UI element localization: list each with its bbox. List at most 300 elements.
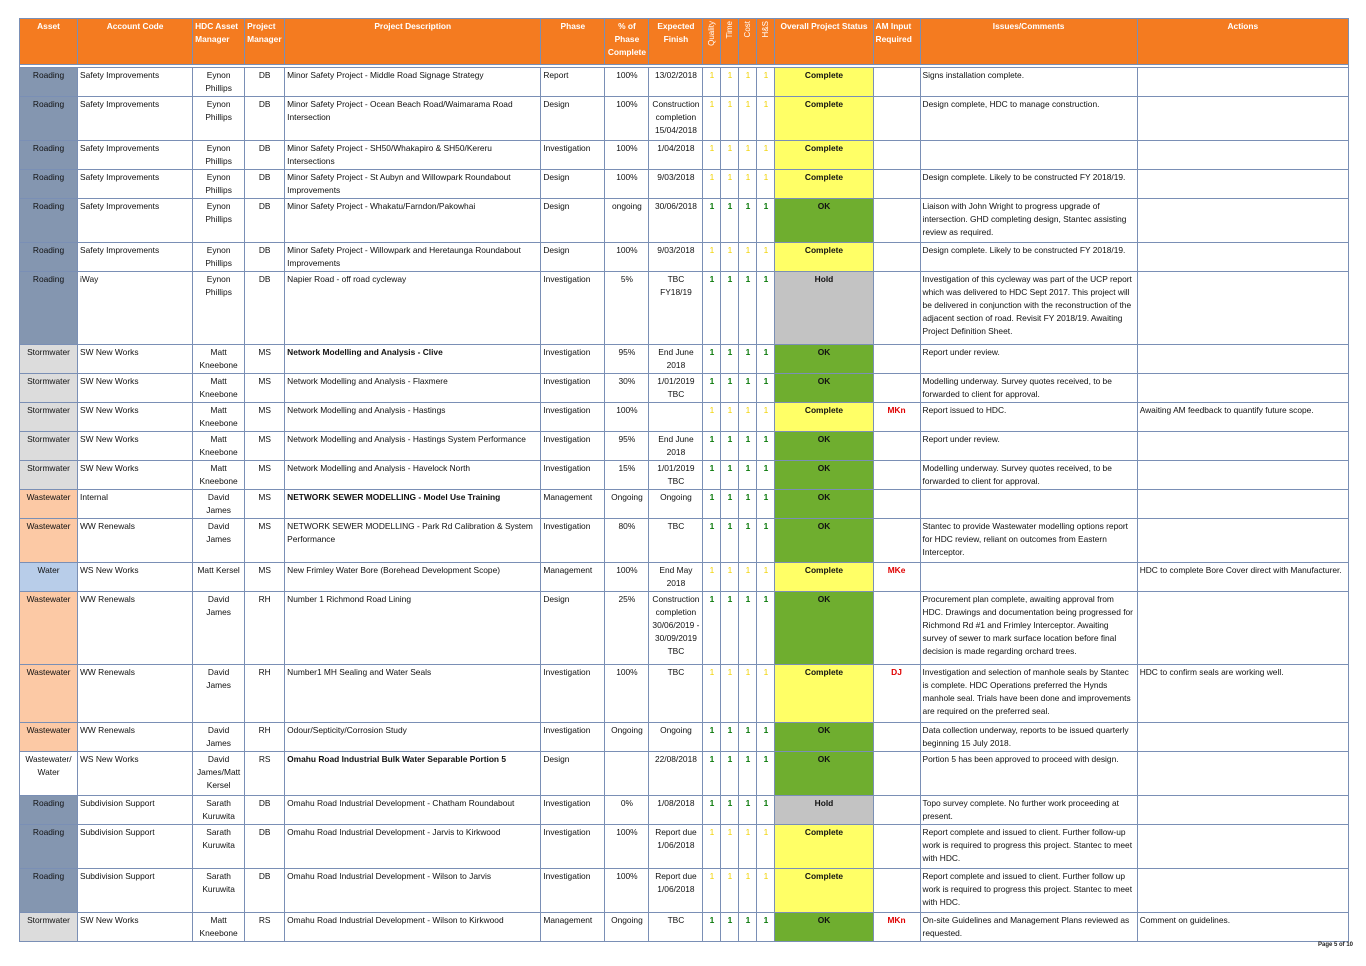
project-manager-cell: DB [245,243,285,272]
actions-cell [1137,170,1348,199]
pct-complete-cell: 0% [605,796,649,825]
hs-indicator: 1 [757,141,775,170]
actions-cell [1137,272,1348,345]
issues-cell: Topo survey complete. No further work proceeding at present. [920,796,1137,825]
project-manager-cell: DB [245,869,285,913]
quality-indicator: 1 [703,913,721,942]
hs-indicator: 1 [757,432,775,461]
time-indicator: 1 [721,170,739,199]
quality-indicator: 1 [703,97,721,141]
expected-finish-cell [649,403,703,432]
asset-cell: Roading [20,141,78,170]
time-indicator: 1 [721,432,739,461]
phase-cell: Investigation [541,461,605,490]
project-description-cell: NETWORK SEWER MODELLING - Model Use Training [285,490,541,519]
project-manager-cell: RH [245,592,285,665]
hdc-manager-cell: Eynon Phillips [193,141,245,170]
header-overall-status: Overall Project Status [775,19,873,65]
status-cell: OK [775,432,873,461]
expected-finish-cell: TBC [649,519,703,563]
phase-cell: Investigation [541,432,605,461]
table-row [20,345,1349,374]
status-cell: OK [775,913,873,942]
table-row [20,68,1349,97]
phase-cell: Investigation [541,519,605,563]
quality-indicator: 1 [703,519,721,563]
quality-indicator: 1 [703,825,721,869]
am-input-cell: MKn [873,403,920,432]
project-manager-cell: DB [245,141,285,170]
pct-complete-cell: Ongoing [605,723,649,752]
time-indicator: 1 [721,141,739,170]
am-input-cell [873,592,920,665]
hs-indicator: 1 [757,665,775,723]
asset-cell: Wastewater [20,592,78,665]
quality-indicator: 1 [703,403,721,432]
asset-cell: Stormwater [20,461,78,490]
cost-indicator: 1 [739,272,757,345]
hs-indicator: 1 [757,723,775,752]
expected-finish-cell: Ongoing [649,490,703,519]
issues-cell: Stantec to provide Wastewater modelling options report for HDC review, reliant on outcomes from Eastern Interceptor. [920,519,1137,563]
asset-cell: Wastewater [20,723,78,752]
project-manager-cell: DB [245,97,285,141]
pct-complete-cell: 30% [605,374,649,403]
expected-finish-cell: 30/06/2018 [649,199,703,243]
table-row [20,913,1349,942]
phase-cell: Investigation [541,796,605,825]
actions-cell [1137,97,1348,141]
project-description-cell: Network Modelling and Analysis - Clive [285,345,541,374]
issues-cell: Signs installation complete. [920,68,1137,97]
hdc-manager-cell: Matt Kneebone [193,432,245,461]
pct-complete-cell: 100% [605,563,649,592]
issues-cell: Modelling underway. Survey quotes received, to be forwarded to client for approval. [920,461,1137,490]
status-cell: OK [775,490,873,519]
pct-complete-cell: Ongoing [605,913,649,942]
table-row [20,519,1349,563]
expected-finish-cell: 1/08/2018 [649,796,703,825]
table-row [20,592,1349,665]
phase-cell: Investigation [541,665,605,723]
cost-indicator: 1 [739,243,757,272]
issues-cell [920,141,1137,170]
status-cell: OK [775,345,873,374]
status-cell: Complete [775,665,873,723]
asset-cell: Roading [20,68,78,97]
asset-cell: Roading [20,869,78,913]
phase-cell: Investigation [541,345,605,374]
am-input-cell [873,170,920,199]
hdc-manager-cell: Sarath Kuruwita [193,869,245,913]
project-manager-cell: DB [245,68,285,97]
hs-indicator: 1 [757,374,775,403]
pct-complete-cell: 100% [605,141,649,170]
expected-finish-cell: End May 2018 [649,563,703,592]
asset-cell: Wastewater [20,490,78,519]
project-manager-cell: RH [245,665,285,723]
actions-cell: Comment on guidelines. [1137,913,1348,942]
project-description-cell: Network Modelling and Analysis - Flaxmere [285,374,541,403]
expected-finish-cell: Ongoing [649,723,703,752]
hs-indicator: 1 [757,869,775,913]
header-hs: H&S [757,19,775,65]
pct-complete-cell: 95% [605,345,649,374]
cost-indicator: 1 [739,869,757,913]
project-description-cell: Network Modelling and Analysis - Hastings [285,403,541,432]
account-code-cell: Safety Improvements [78,199,193,243]
phase-cell: Investigation [541,272,605,345]
header-phase: Phase [541,19,605,65]
asset-cell: Stormwater [20,403,78,432]
actions-cell [1137,490,1348,519]
account-code-cell: WW Renewals [78,519,193,563]
project-manager-cell: MS [245,345,285,374]
asset-cell: Stormwater [20,374,78,403]
expected-finish-cell: Construction completion 15/04/2018 [649,97,703,141]
issues-cell: Design complete. Likely to be constructed FY 2018/19. [920,170,1137,199]
hdc-manager-cell: Eynon Phillips [193,272,245,345]
table-row [20,374,1349,403]
actions-cell [1137,199,1348,243]
header-asset: Asset [20,19,78,65]
actions-cell: HDC to confirm seals are working well. [1137,665,1348,723]
status-cell: Complete [775,243,873,272]
header-expected-finish: Expected Finish [649,19,703,65]
cost-indicator: 1 [739,796,757,825]
am-input-cell [873,461,920,490]
project-manager-cell: MS [245,461,285,490]
quality-indicator: 1 [703,432,721,461]
issues-cell: Modelling underway. Survey quotes received, to be forwarded to client for approval. [920,374,1137,403]
table-row [20,97,1349,141]
am-input-cell [873,432,920,461]
account-code-cell: Safety Improvements [78,141,193,170]
am-input-cell: DJ [873,665,920,723]
hs-indicator: 1 [757,170,775,199]
expected-finish-cell: TBC FY18/19 [649,272,703,345]
header-project-manager: Project Manager [245,19,285,65]
quality-indicator: 1 [703,592,721,665]
hs-indicator: 1 [757,97,775,141]
cost-indicator: 1 [739,403,757,432]
expected-finish-cell: TBC [649,665,703,723]
actions-cell [1137,141,1348,170]
account-code-cell: Safety Improvements [78,243,193,272]
cost-indicator: 1 [739,345,757,374]
issues-cell: Liaison with John Wright to progress upgrade of intersection. GHD completing design, Stantec assisting review as required. [920,199,1137,243]
table-body [20,68,1349,942]
cost-indicator: 1 [739,825,757,869]
am-input-cell: MKe [873,563,920,592]
project-description-cell: Number 1 Richmond Road Lining [285,592,541,665]
cost-indicator: 1 [739,563,757,592]
quality-indicator: 1 [703,563,721,592]
hdc-manager-cell: Eynon Phillips [193,97,245,141]
pct-complete-cell: 95% [605,432,649,461]
expected-finish-cell: 1/01/2019 TBC [649,461,703,490]
quality-indicator: 1 [703,461,721,490]
hdc-manager-cell: David James [193,592,245,665]
pct-complete-cell: 100% [605,869,649,913]
hs-indicator: 1 [757,461,775,490]
issues-cell: Investigation and selection of manhole seals by Stantec is complete. HDC Operations preferred the Hynds manhole seal. Trials have been done and improvements are required on the preferred seal. [920,665,1137,723]
expected-finish-cell: 1/01/2019 TBC [649,374,703,403]
time-indicator: 1 [721,345,739,374]
status-cell: OK [775,723,873,752]
hs-indicator: 1 [757,199,775,243]
actions-cell [1137,796,1348,825]
account-code-cell: Internal [78,490,193,519]
asset-cell: Roading [20,97,78,141]
expected-finish-cell: End June 2018 [649,345,703,374]
actions-cell [1137,432,1348,461]
pct-complete-cell: 100% [605,243,649,272]
project-description-cell: Omahu Road Industrial Bulk Water Separable Portion 5 [285,752,541,796]
quality-indicator: 1 [703,199,721,243]
project-description-cell: Odour/Septicity/Corrosion Study [285,723,541,752]
hs-indicator: 1 [757,345,775,374]
asset-cell: Stormwater [20,913,78,942]
cost-indicator: 1 [739,97,757,141]
status-cell: OK [775,752,873,796]
actions-cell [1137,723,1348,752]
status-cell: Complete [775,825,873,869]
time-indicator: 1 [721,272,739,345]
cost-indicator: 1 [739,199,757,243]
phase-cell: Investigation [541,403,605,432]
header-row [20,19,1349,65]
actions-cell [1137,374,1348,403]
header-issues: Issues/Comments [920,19,1137,65]
hdc-manager-cell: Matt Kneebone [193,374,245,403]
pct-complete-cell [605,752,649,796]
table-row [20,723,1349,752]
header-quality: Quality [703,19,721,65]
pct-complete-cell: 100% [605,403,649,432]
status-cell: Hold [775,796,873,825]
expected-finish-cell: 1/04/2018 [649,141,703,170]
table-row [20,752,1349,796]
hs-indicator: 1 [757,490,775,519]
table-row [20,665,1349,723]
time-indicator: 1 [721,796,739,825]
project-description-cell: Minor Safety Project - SH50/Whakapiro & SH50/Kereru Intersections [285,141,541,170]
actions-cell [1137,68,1348,97]
phase-cell: Management [541,913,605,942]
actions-cell [1137,345,1348,374]
cost-indicator: 1 [739,374,757,403]
status-cell: Complete [775,68,873,97]
header-cost: Cost [739,19,757,65]
hs-indicator: 1 [757,563,775,592]
status-cell: Complete [775,141,873,170]
phase-cell: Management [541,563,605,592]
time-indicator: 1 [721,869,739,913]
am-input-cell [873,869,920,913]
asset-cell: Stormwater [20,345,78,374]
table-row [20,432,1349,461]
phase-cell: Investigation [541,869,605,913]
time-indicator: 1 [721,519,739,563]
asset-cell: Roading [20,796,78,825]
project-manager-cell: DB [245,199,285,243]
hdc-manager-cell: Sarath Kuruwita [193,796,245,825]
actions-cell [1137,461,1348,490]
project-manager-cell: RH [245,723,285,752]
table-row [20,272,1349,345]
cost-indicator: 1 [739,752,757,796]
project-manager-cell: MS [245,403,285,432]
time-indicator: 1 [721,243,739,272]
table-row [20,796,1349,825]
account-code-cell: SW New Works [78,913,193,942]
cost-indicator: 1 [739,68,757,97]
project-manager-cell: MS [245,432,285,461]
issues-cell: On-site Guidelines and Management Plans reviewed as requested. [920,913,1137,942]
expected-finish-cell: 9/03/2018 [649,170,703,199]
account-code-cell: Safety Improvements [78,97,193,141]
expected-finish-cell: 22/08/2018 [649,752,703,796]
quality-indicator: 1 [703,170,721,199]
status-cell: Complete [775,869,873,913]
header-actions: Actions [1137,19,1348,65]
asset-cell: Wastewater [20,519,78,563]
project-manager-cell: MS [245,519,285,563]
time-indicator: 1 [721,665,739,723]
time-indicator: 1 [721,374,739,403]
project-manager-cell: RS [245,752,285,796]
phase-cell: Design [541,199,605,243]
time-indicator: 1 [721,403,739,432]
pct-complete-cell: 80% [605,519,649,563]
expected-finish-cell: Report due 1/06/2018 [649,869,703,913]
asset-cell: Water [20,563,78,592]
header-hdc-asset-manager: HDC Asset Manager [193,19,245,65]
header-am-input: AM Input Required [873,19,920,65]
status-cell: OK [775,199,873,243]
issues-cell: Report under review. [920,345,1137,374]
hs-indicator: 1 [757,272,775,345]
status-cell: Complete [775,170,873,199]
status-cell: OK [775,519,873,563]
phase-cell: Design [541,243,605,272]
table-row [20,243,1349,272]
project-description-cell: Network Modelling and Analysis - Havelock North [285,461,541,490]
cost-indicator: 1 [739,432,757,461]
asset-cell: Roading [20,170,78,199]
cost-indicator: 1 [739,592,757,665]
issues-cell: Design complete. Likely to be constructed FY 2018/19. [920,243,1137,272]
pct-complete-cell: Ongoing [605,490,649,519]
account-code-cell: SW New Works [78,345,193,374]
hdc-manager-cell: David James [193,519,245,563]
am-input-cell [873,723,920,752]
actions-cell [1137,869,1348,913]
status-cell: Hold [775,272,873,345]
time-indicator: 1 [721,752,739,796]
quality-indicator: 1 [703,869,721,913]
hdc-manager-cell: Eynon Phillips [193,243,245,272]
asset-cell: Roading [20,825,78,869]
issues-cell [920,490,1137,519]
issues-cell: Report complete and issued to client. Further follow-up work is required to progress this project. Stantec to meet with HDC. [920,825,1137,869]
am-input-cell [873,490,920,519]
cost-indicator: 1 [739,461,757,490]
am-input-cell [873,374,920,403]
pct-complete-cell: ongoing [605,199,649,243]
hdc-manager-cell: David James [193,490,245,519]
project-manager-cell: DB [245,170,285,199]
am-input-cell [873,97,920,141]
hdc-manager-cell: Sarath Kuruwita [193,825,245,869]
time-indicator: 1 [721,461,739,490]
expected-finish-cell: 9/03/2018 [649,243,703,272]
hdc-manager-cell: Matt Kneebone [193,461,245,490]
phase-cell: Investigation [541,723,605,752]
issues-cell: Design complete, HDC to manage construction. [920,97,1137,141]
hdc-manager-cell: David James [193,665,245,723]
time-indicator: 1 [721,490,739,519]
account-code-cell: SW New Works [78,461,193,490]
hdc-manager-cell: Eynon Phillips [193,68,245,97]
account-code-cell: SW New Works [78,374,193,403]
am-input-cell [873,272,920,345]
am-input-cell [873,752,920,796]
project-description-cell: Minor Safety Project - Middle Road Signage Strategy [285,68,541,97]
asset-cell: Roading [20,272,78,345]
table-row [20,403,1349,432]
asset-cell: Roading [20,199,78,243]
hdc-manager-cell: Eynon Phillips [193,170,245,199]
actions-cell [1137,243,1348,272]
project-description-cell: Omahu Road Industrial Development - Wilson to Kirkwood [285,913,541,942]
quality-indicator: 1 [703,243,721,272]
issues-cell: Report issued to HDC. [920,403,1137,432]
project-description-cell: Network Modelling and Analysis - Hastings System Performance [285,432,541,461]
account-code-cell: WW Renewals [78,723,193,752]
account-code-cell: WW Renewals [78,592,193,665]
phase-cell: Investigation [541,374,605,403]
table-row [20,199,1349,243]
am-input-cell [873,519,920,563]
account-code-cell: WW Renewals [78,665,193,723]
phase-cell: Design [541,752,605,796]
asset-cell: Wastewater/ Water [20,752,78,796]
phase-cell: Design [541,170,605,199]
account-code-cell: WS New Works [78,752,193,796]
table-row [20,563,1349,592]
time-indicator: 1 [721,199,739,243]
am-input-cell [873,796,920,825]
project-description-cell: Omahu Road Industrial Development - Wilson to Jarvis [285,869,541,913]
account-code-cell: SW New Works [78,432,193,461]
table-row [20,490,1349,519]
cost-indicator: 1 [739,170,757,199]
header-project-description: Project Description [285,19,541,65]
quality-indicator: 1 [703,752,721,796]
hs-indicator: 1 [757,825,775,869]
project-status-table [19,18,1349,942]
issues-cell: Report under review. [920,432,1137,461]
hs-indicator: 1 [757,519,775,563]
issues-cell: Portion 5 has been approved to proceed with design. [920,752,1137,796]
status-cell: OK [775,374,873,403]
status-cell: Complete [775,563,873,592]
project-description-cell: Number1 MH Sealing and Water Seals [285,665,541,723]
asset-cell: Roading [20,243,78,272]
status-cell: Complete [775,403,873,432]
